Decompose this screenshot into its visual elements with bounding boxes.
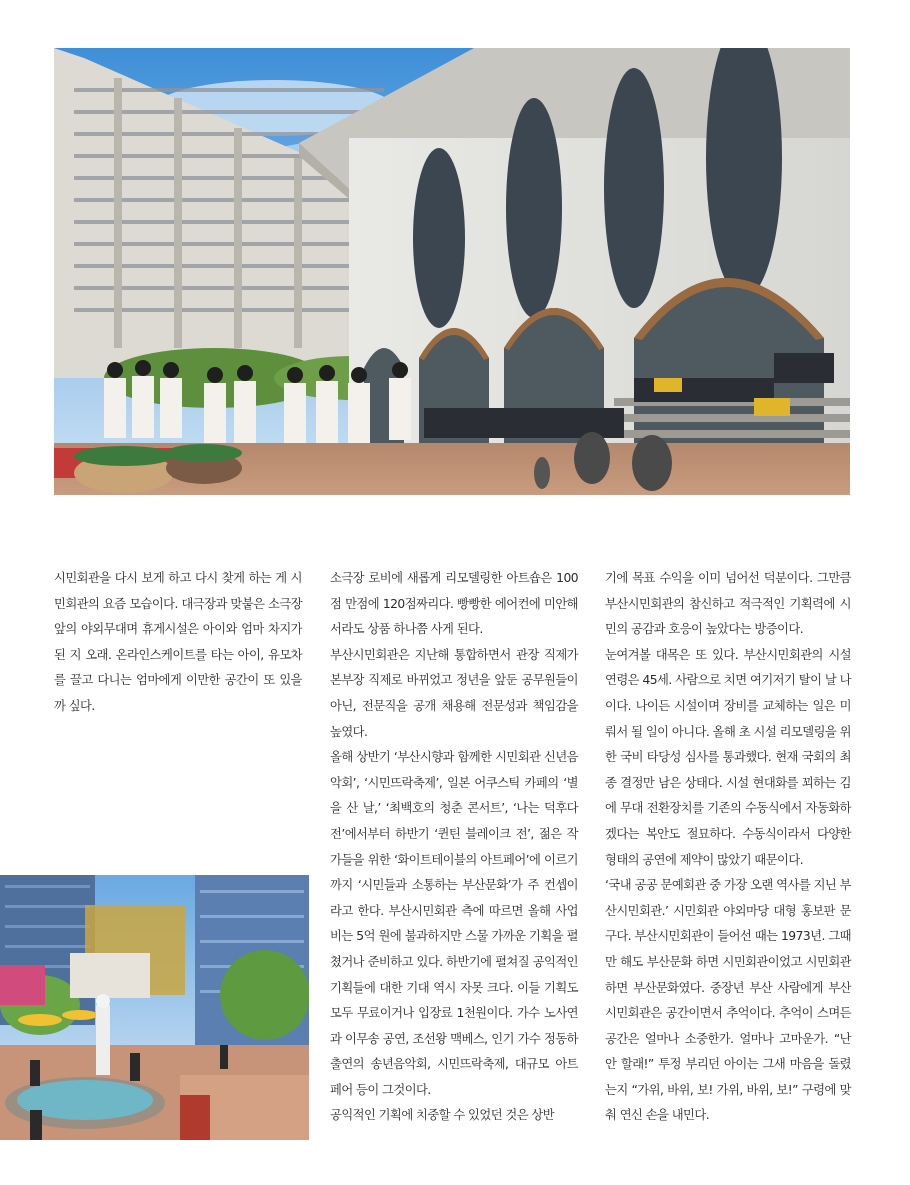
paragraph: 시민회관을 다시 보게 하고 다시 찾게 하는 게 시민회관의 요즘 모습이다. 대극장과 맞붙은 소극장 앞의 야외무대며 휴게시설은 아이와 엄마 차지가 된 지 오래. 온라인스케이트를 타는 아이, 유모차를 끌고 다니는 엄마에게 이만한 공간이 또 있을까 싶다. (54, 571, 302, 713)
busan-civic-center-outdoor-performance-photo (54, 48, 850, 495)
paragraph: 올해 상반기 ‘부산시향과 함께한 시민회관 신년음악회’, ‘시민뜨락축제’, 일본 어쿠스틱 카페의 ‘별을 산 날,’ ‘최백호의 청춘 콘서트’, ‘나는 덕후다전’에서부터 하반기 ‘퀸틴 블레이크 전’, 젊은 작가들을 위한 ‘화이트테이블의 아트페어’에 이르기까지 ‘시민들과 소통하는 부산문화’가 주 컨셉이라고 한다. 부산시민회관 측에 따르면 올해 사업비는 5억 원에 불과하지만 스물 가까운 기획을 펼쳤거나 준비하고 있다. 하반기에 펼쳐질 공익적인 기획들에 대한 기대 역시 자못 크다. 이들 기획도 모두 무료이거나 입장료 1천원이다. 가수 노사연과 이무송 공연, 조선왕 맥베스, 인기 가수 정동하 출연의 송년음악회, 시민뜨락축제, 대규모 아트 페어 등이 그것이다. (330, 750, 578, 1097)
article-column-2 (330, 566, 578, 1129)
paragraph: 공익적인 기획에 치중할 수 있었던 것은 상반 (330, 1108, 555, 1123)
article-column-1 (54, 566, 302, 720)
plaza-photo (0, 875, 309, 1140)
paragraph: 소극장 로비에 새롭게 리모델링한 아트숍은 100점 만점에 120점짜리다. 빵빵한 에어컨에 미안해서라도 상품 하나쯤 사게 된다. (330, 571, 578, 637)
paragraph: 부산시민회관은 지난해 통합하면서 관장 직제가 본부장 직제로 바뀌었고 정년을 앞둔 공무원들이 아닌, 전문직을 공개 채용해 전문성과 책임감을 높였다. (330, 647, 578, 739)
civic-plaza-fountain-photo (0, 875, 309, 1140)
hero-photo (54, 48, 850, 495)
paragraph: ‘국내 공공 문예회관 중 가장 오랜 역사를 지닌 부산시민회관.’ 시민회관 야외마당 대형 홍보판 문구다. 부산시민회관이 들어선 때는 1973년. 그때만 해도 부산문화 하면 시민회관이었고 시민회관 하면 부산문화였다. 중장년 부산 사람에게 부산시민회관은 공간이면서 추억이다. 추억이 스며든 공간은 얼마나 소중한가. 얼마나 고마운가. “난 안 할래!” 투정 부리던 아이는 그새 마음을 돌렸는지 “가위, 바위, 보! 가위, 바위, 보!” 구령에 맞춰 연신 손을 내민다. (605, 878, 851, 1123)
article-column-3 (605, 566, 851, 1129)
paragraph: 눈여겨볼 대목은 또 있다. 부산시민회관의 시설 연령은 45세. 사람으로 치면 여기저기 탈이 날 나이다. 나이든 시설이며 장비를 교체하는 일은 미뤄서 될 일이 아니다. 올해 초 시설 리모델링을 위한 국비 타당성 심사를 통과했다. 현재 국회의 최종 결정만 남은 상태다. 시설 현대화를 꾀하는 김에 무대 전환장치를 기존의 수동식에서 자동화하겠다는 복안도 절묘하다. 수동식이라서 다양한 형태의 공연에 제약이 많았기 때문이다. (605, 647, 851, 867)
paragraph: 기에 목표 수익을 이미 넘어선 덕분이다. 그만큼 부산시민회관의 참신하고 적극적인 기획력에 시민의 공감과 호응이 높았다는 방증이다. (605, 571, 851, 637)
